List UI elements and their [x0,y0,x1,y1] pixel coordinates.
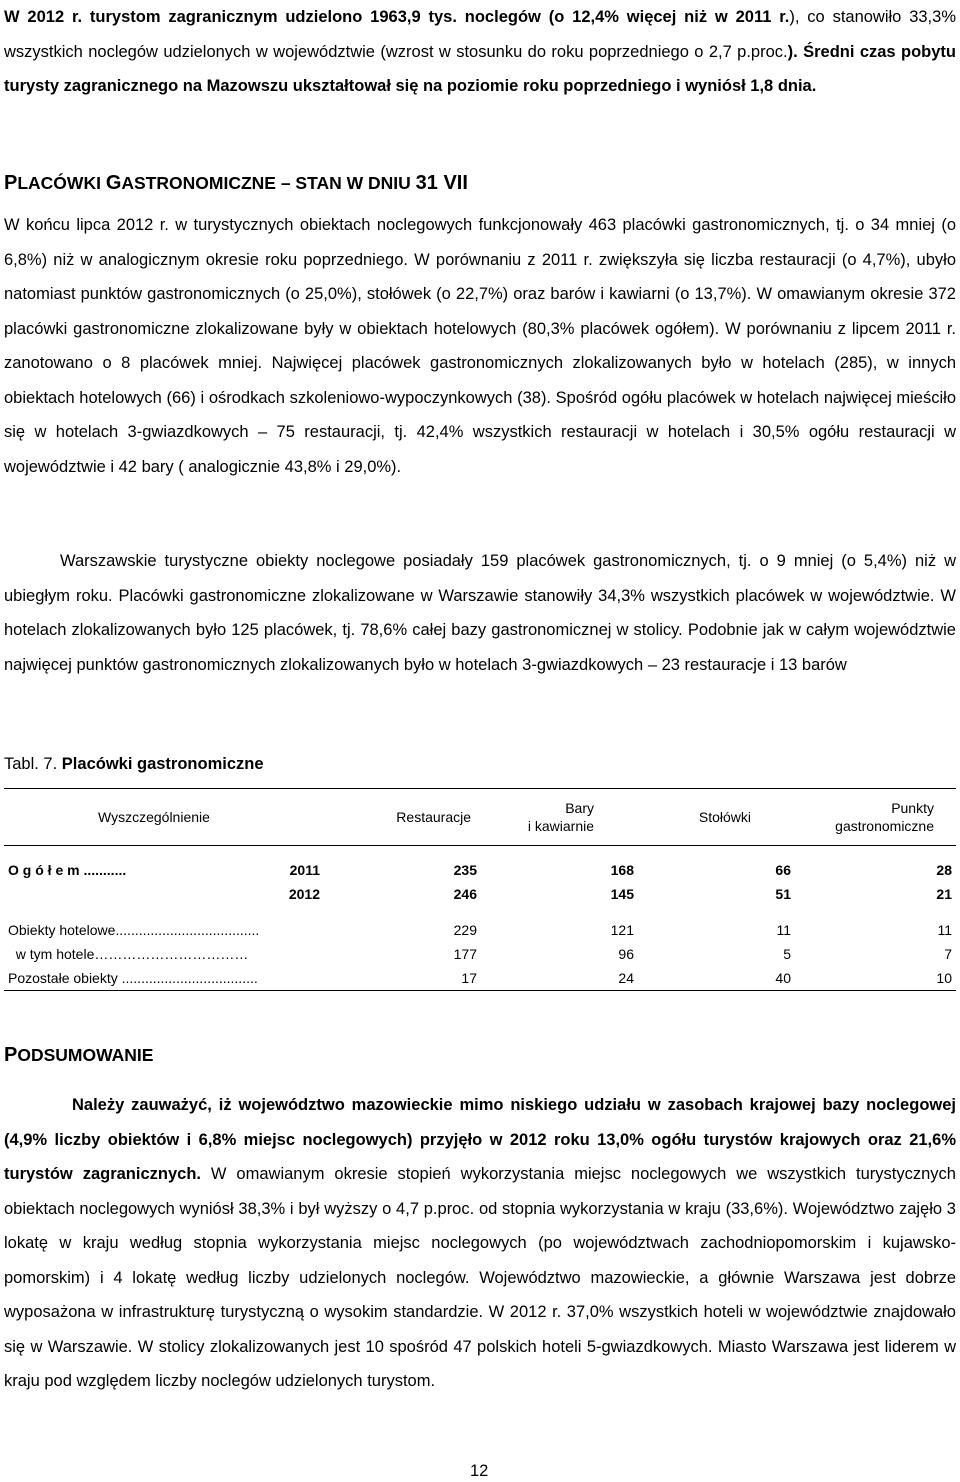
table-row: 2012 246 145 51 21 [288,886,952,902]
summary-paragraph [4,1088,956,1399]
gastro-paragraph-2: Warszawskie turystyczne obiekty noclegowe posiadały 159 placówek gastronomicznych, tj. o 9 mniej (o 5,4%) niż w ubiegłym roku. Placówki gastronomiczne zlokalizowane w Warszawie stanowiły 34,3% wszystkich placówek w województwie. W hotelach zlokalizowanych było 125 placówek, tj. 78,6% całej bazy gastronomicznej w stolicy. Podobnie jak w całym województwie najwięcej punktów gastronomicznych zlokalizowanych było w hotelach 3-gwiazdkowych – 23 restauracje i 13 barów [4,552,956,674]
intro-paragraph [4,0,956,104]
col-header: Restauracje [324,789,481,846]
table-header-row [4,789,956,846]
intro-text-b: ), co stanowiło 33,3% wszystkich noclegów udzielonych w województwie (wzrost w stosunku do roku poprzedniego o 2,7 p.proc. [4,8,956,61]
col-header: Stołówki [638,789,795,846]
gastro-section-heading: PLACÓWKI GASTRONOMICZNE – STAN W DNIU 31 VII [4,172,468,194]
intro-text-a: W 2012 r. turystom zagranicznym udzielono 1963,9 tys. noclegów (o 12,4% więcej niż w 2011 r. [4,8,790,26]
table-row: w tym hotele…………………………… 177 96 5 7 [8,946,952,962]
summary-text: W omawianym okresie stopień wykorzystania miejsc noclegowych we wszystkich turystycznych obiektach noclegowych wyniósł 38,3% i był wyższy o 4,7 p.proc. od stopnia wykorzystania w kraju (33,6%). Województwo zajęło 3 lokatę w kraju według stopnia wykorzystania miejsc noclegowych (po województwach zachodniopomorskim i kujawsko-pomorskim) i 4 lokatę według liczby udzielonych noclegów. Województwo mazowieckie, a głównie Warszawa jest dobrze wyposażona w infrastrukturę turystyczną o wysokim standardzie. W 2012 r. 37,0% wszystkich hoteli w województwie znajdowało się w Warszawie. W stolicy zlokalizowanych jest 10 spośród 47 polskich hoteli 5-gwiazdkowych. Miasto Warszawa jest liderem w kraju pod względem liczby noclegów udzielonych turystom. [4,1165,956,1390]
table-caption: Tabl. 7. Placówki gastronomiczne [4,755,264,773]
col-header: Wyszczególnienie [4,789,324,846]
col-header: Bary i kawiarnie [481,789,638,846]
gastro-paragraph-1: W końcu lipca 2012 r. w turystycznych obiektach noclegowych funkcjonowały 463 placówki gastronomicznych, tj. o 34 mniej (o 6,8%) niż w analogicznym okresie roku poprzedniego. W porównaniu z 2011 r. zwiększyła się liczba restauracji (o 4,7%), ubyło natomiast punktów gastronomicznych (o 25,0%), stołówek (o 22,7%) oraz barów i kawiarni (o 13,7%). W omawianym okresie 372 placówki gastronomiczne zlokalizowane były w obiektach hotelowych (80,3% placówek ogółem). W porównaniu z lipcem 2011 r. zanotowano o 8 placówek mniej. Najwięcej placówek gastronomicznych zlokalizowanych było w hotelach (285), w innych obiektach hotelowych (66) i ośrodkach szkoleniowo-wypoczynkowych (38). Spośród ogółu placówek w hotelach najwięcej mieściło się w hotelach 3-gwiazdkowych – 75 restauracji, tj. 42,4% wszystkich restauracji w hotelach i 30,5% ogółu restauracji w województwie i 42 bary ( analogicznie 43,8% i 29,0%). [4,216,956,476]
summary-bold-text: Należy zauważyć, iż województwo mazowieckie mimo niskiego udziału w zasobach krajowej bazy noclegowej (4,9% liczby obiektów i 6,8% miejsc noclegowych) przyjęło w 2012 roku 13,0% ogółu turystów krajowych oraz 21,6% turystów zagranicznych. [4,1096,956,1183]
table-row: O g ó ł e m ........... 2011 235 168 66 28 [8,862,952,878]
page-number: 12 [470,1462,489,1480]
gastro-table [4,788,956,991]
table-row: Obiekty hotelowe..................................... 229 121 11 11 [8,922,952,938]
intro-text-c: ). Średni czas pobytu turysty zagranicznego na Mazowszu ukształtował się na poziomie roku poprzedniego i wyniósł 1,8 dnia. [4,42,956,95]
summary-heading: PODSUMOWANIE [4,1044,154,1066]
table-row: Pozostałe obiekty ................................... 17 24 40 10 [4,966,956,991]
col-header: Punkty gastronomiczne [795,789,956,846]
